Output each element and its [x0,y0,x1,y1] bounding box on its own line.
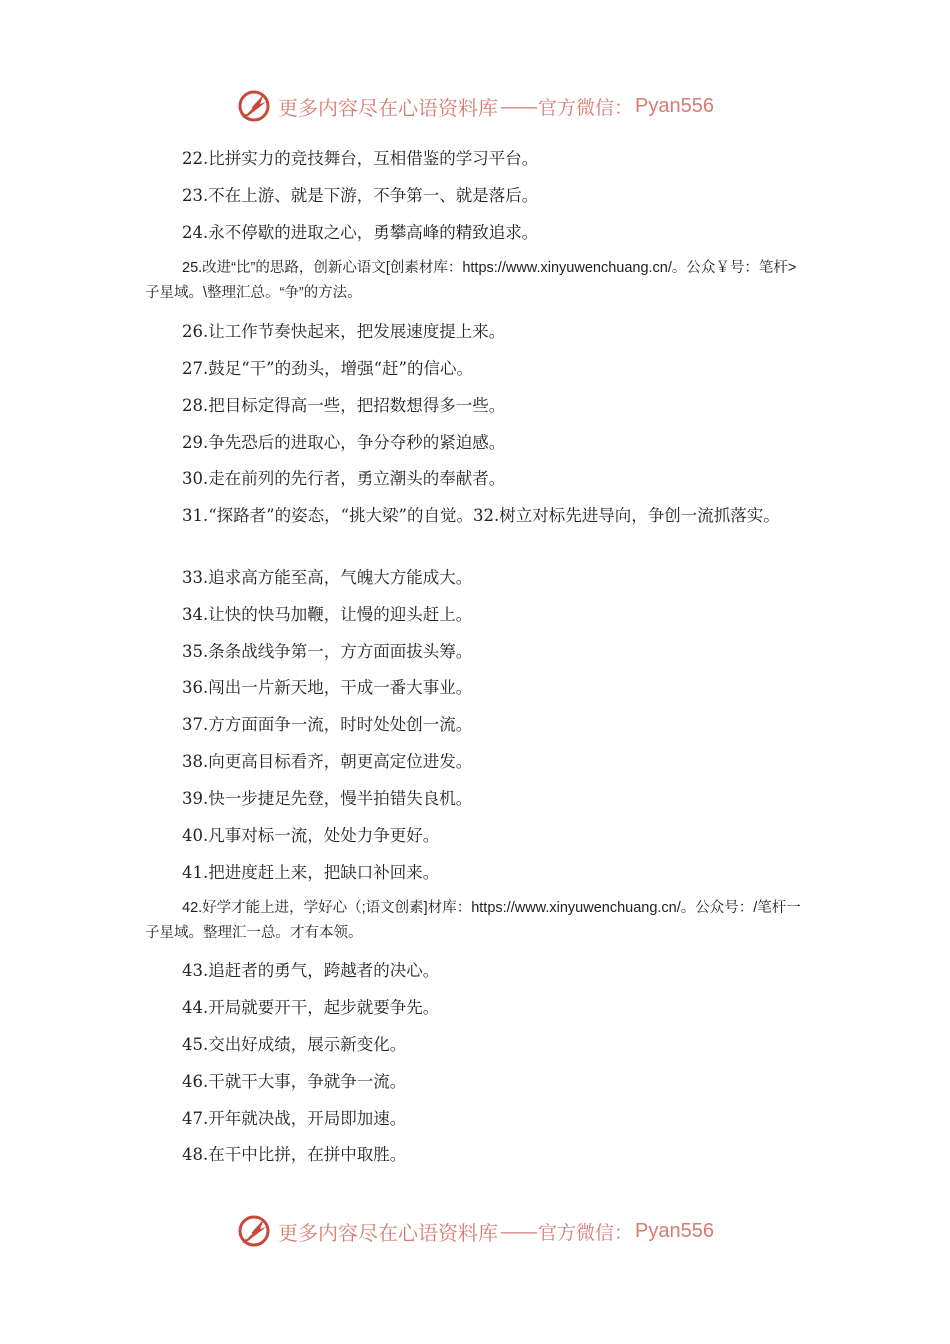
list-item-22: 22.比拼实力的竞技舞台，互相借鉴的学习平台。 [182,149,539,168]
list-item-31-32: 31.“探路者”的姿态，“挑大梁”的自觉。32.树立对标先进导向，争创一流抓落实。 [182,506,780,525]
list-item-38: 38.向更高目标看齐，朝更高定位进发。 [182,752,473,771]
list-item-34: 34.让快的快马加鞭，让慢的迎头赶上。 [182,605,473,624]
banner-wechat-label: 官方微信： [538,1221,634,1244]
banner-separator: —— [500,1219,536,1243]
banner-text: 更多内容尽在心语资料库 [278,95,498,120]
list-item-23: 23.不在上游、就是下游，不争第一、就是落后。 [182,186,539,205]
banner-wechat-id: Pyan556 [635,1219,714,1242]
list-item-39: 39.快一步捷足先登，慢半拍错失良机。 [182,789,473,808]
list-item-35: 35.条条战线争第一，方方面面拔头筹。 [182,642,473,661]
banner-text: 更多内容尽在心语资料库 [278,1220,498,1245]
list-item-47: 47.开年就决战，开局即加速。 [182,1109,407,1128]
header-banner [0,84,950,128]
list-item-25: 25.改进“比”的思路，创新心语文[创素材库：https://www.xinyuwenchuang.cn/。公众￥号：笔杆>子星域。\整理汇总。“争”的方法。 [145,260,797,301]
quill-logo-icon [236,1213,272,1249]
list-item-33: 33.追求高方能至高，气魄大方能成大。 [182,568,473,587]
footer-banner [0,1209,950,1253]
list-item-46: 46.干就干大事，争就争一流。 [182,1072,407,1091]
list-item-29: 29.争先恐后的进取心，争分夺秒的紧迫感。 [182,433,506,452]
list-item-42: 42.好学才能上进，学好心（;语文创素]材库：https://www.xinyuwenchuang.cn/。公众号：/笔杆一子星域。整理汇一总。才有本领。 [145,900,801,941]
list-item-37: 37.方方面面争一流，时时处处创一流。 [182,715,473,734]
list-item-40: 40.凡事对标一流，处处力争更好。 [182,826,440,845]
list-item-27: 27.鼓足“干”的劲头，增强“赶”的信心。 [182,359,473,378]
quill-logo-icon [236,88,272,124]
list-item-28: 28.把目标定得高一些，把招数想得多一些。 [182,396,506,415]
list-item-24: 24.永不停歇的进取之心，勇攀高峰的精致追求。 [182,223,539,242]
list-item-41: 41.把进度赶上来，把缺口补回来。 [182,863,440,882]
list-item-43: 43.追赶者的勇气，跨越者的决心。 [182,961,440,980]
banner-wechat-label: 官方微信： [538,96,634,119]
list-item-48: 48.在干中比拼，在拼中取胜。 [182,1145,407,1164]
list-item-30: 30.走在前列的先行者，勇立潮头的奉献者。 [182,469,506,488]
list-item-45: 45.交出好成绩，展示新变化。 [182,1035,407,1054]
list-item-44: 44.开局就要开干，起步就要争先。 [182,998,440,1017]
list-item-26: 26.让工作节奏快起来，把发展速度提上来。 [182,322,506,341]
banner-wechat-id: Pyan556 [635,94,714,117]
list-item-36: 36.闯出一片新天地，干成一番大事业。 [182,678,473,697]
banner-separator: —— [500,94,536,118]
